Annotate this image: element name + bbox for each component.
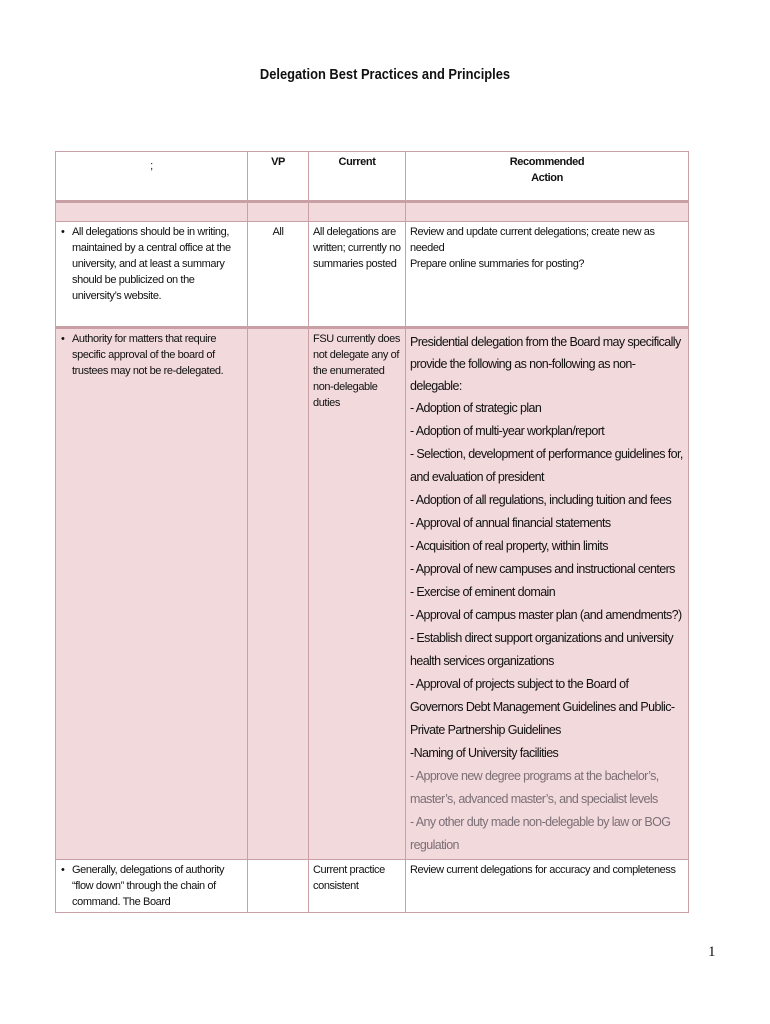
band-cell bbox=[248, 202, 309, 222]
current-cell: Current practice consistent bbox=[309, 860, 406, 913]
band-cell bbox=[56, 202, 248, 222]
action-item: - Establish direct support organizations and university health services organizations bbox=[410, 631, 673, 668]
action-item: - Exercise of eminent domain bbox=[410, 585, 556, 599]
table-row bbox=[56, 328, 689, 860]
action-cell bbox=[406, 328, 689, 860]
action-item: -Naming of University facilities bbox=[410, 746, 559, 760]
header-recommended-action bbox=[406, 152, 689, 202]
header-band bbox=[56, 202, 689, 222]
action-item: - Approval of new campuses and instructional centers bbox=[410, 562, 675, 576]
action-cell bbox=[406, 860, 689, 913]
principle-text: • Authority for matters that require specific approval of the board of trustees may not be re-delegated. bbox=[72, 331, 243, 379]
action-item: - Approval of campus master plan (and amendments?) bbox=[410, 608, 682, 622]
principle-cell bbox=[56, 222, 248, 328]
table-row bbox=[56, 222, 689, 328]
action-item: - Adoption of strategic plan bbox=[410, 401, 542, 415]
action-item: - Adoption of all regulations, including tuition and fees bbox=[410, 493, 672, 507]
header-principle: ; bbox=[56, 152, 248, 202]
band-cell bbox=[309, 202, 406, 222]
header-current: Current bbox=[309, 152, 406, 202]
vp-cell: All bbox=[248, 222, 309, 328]
action-lead: Presidential delegation from the Board may specifically provide the following as non-following as non-delegable: bbox=[410, 335, 681, 393]
principle-text: • Generally, delegations of authority “flow down” through the chain of command. The Board bbox=[72, 862, 243, 910]
table-header-row bbox=[56, 152, 689, 202]
header-recommended-line2: Action bbox=[531, 172, 563, 184]
delegation-table bbox=[55, 151, 689, 913]
action-item-muted: - Approve new degree programs at the bachelor’s, master’s, advanced master’s, and specialist levels bbox=[410, 769, 659, 806]
action-cell bbox=[406, 222, 689, 328]
current-cell: All delegations are written; currently no summaries posted bbox=[309, 222, 406, 328]
vp-cell bbox=[248, 860, 309, 913]
action-item: - Adoption of multi-year workplan/report bbox=[410, 424, 605, 438]
page-number: 1 bbox=[708, 944, 716, 960]
action-item: - Acquisition of real property, within limits bbox=[410, 539, 608, 553]
action-item: - Selection, development of performance guidelines for, and evaluation of president bbox=[410, 447, 683, 484]
vp-cell bbox=[248, 328, 309, 860]
principle-cell bbox=[56, 860, 248, 913]
action-line: Review and update current delegations; create new as needed bbox=[410, 226, 655, 254]
header-vp: VP bbox=[248, 152, 309, 202]
action-item: - Approval of annual financial statements bbox=[410, 516, 611, 530]
principle-text: • All delegations should be in writing, maintained by a central office at the university, and at least a summary should be publicized on the university’s website. bbox=[72, 224, 243, 304]
table-row bbox=[56, 860, 689, 913]
header-recommended-line1: Recommended bbox=[509, 156, 585, 168]
document-title: Delegation Best Practices and Principles bbox=[259, 66, 511, 83]
action-line: Review current delegations for accuracy and completeness bbox=[410, 864, 676, 876]
band-cell bbox=[406, 202, 689, 222]
current-cell: FSU currently does not delegate any of the enumerated non-delegable duties bbox=[309, 328, 406, 860]
action-item: - Approval of projects subject to the Board of Governors Debt Management Guidelines and Public-Private Partnership Guidelines bbox=[410, 677, 675, 737]
action-line: Prepare online summaries for posting? bbox=[410, 258, 585, 270]
principle-cell bbox=[56, 328, 248, 860]
action-item-muted: - Any other duty made non-delegable by law or BOG regulation bbox=[410, 815, 671, 852]
